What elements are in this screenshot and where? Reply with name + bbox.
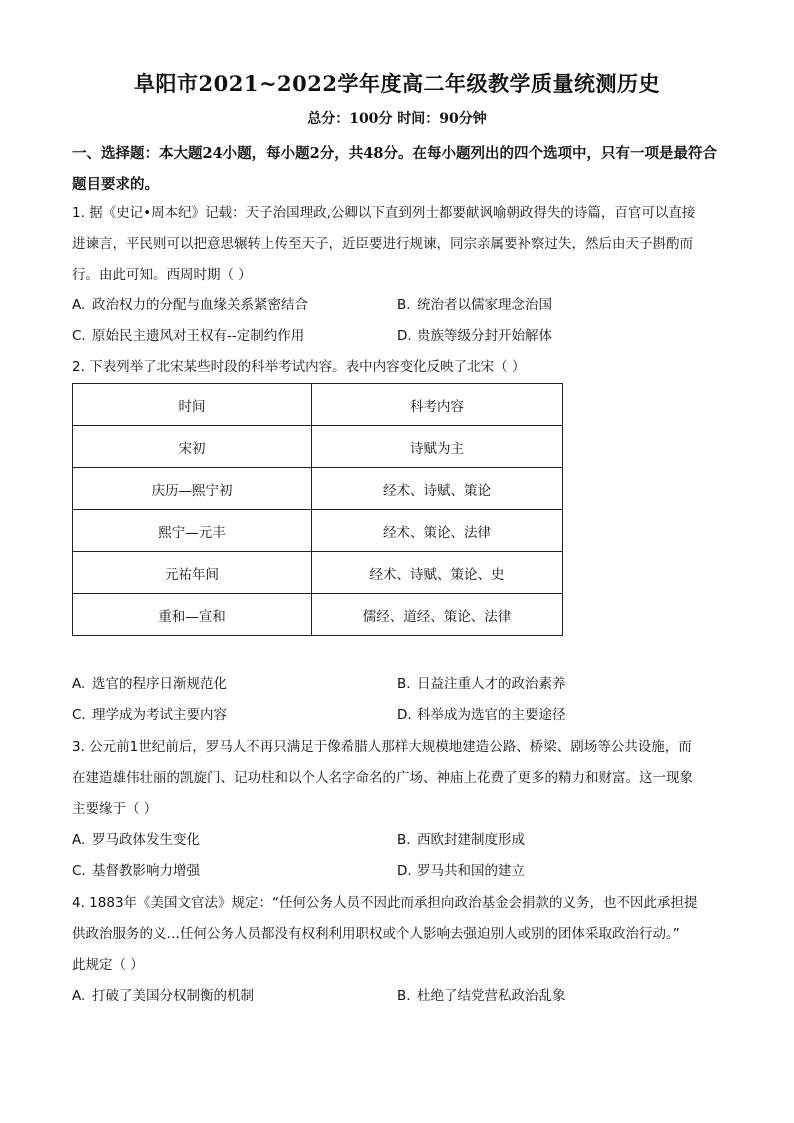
option-letter: C.: [72, 328, 86, 344]
option-letter: B.: [397, 988, 411, 1004]
q1-option-c[interactable]: [72, 326, 304, 346]
table-cell: 元祐年间: [73, 552, 312, 594]
section-heading: 一、选择题：本大题24小题，每小题2分，共48分。在每小题列出的四个选项中，只有一项是最符合题目要求的。: [72, 145, 717, 193]
table-header-cell: 时间: [73, 384, 312, 426]
option-text: 打破了美国分权制衡的机制: [92, 988, 254, 1004]
option-text: 西欧封建制度形成: [417, 832, 525, 848]
option-letter: A.: [72, 676, 86, 692]
q1-stem-line: 1. 据《史记•周本纪》记载：天子治国理政,公卿以下直到列士都要献讽喻朝政得失的诗篇，百官可以直接: [72, 205, 696, 221]
q4-option-a[interactable]: [72, 986, 254, 1006]
table-row: [73, 552, 563, 594]
option-text: 选官的程序日渐规范化: [92, 676, 227, 692]
option-letter: C.: [72, 707, 86, 723]
q4-stem-line: 供政治服务的义…任何公务人员都没有权利利用职权或个人影响去强迫别人或别的团体采取政治行动。”: [72, 926, 680, 942]
q2-option-b[interactable]: [397, 674, 566, 694]
q1-stem-line: 进谏言，平民则可以把意思辗转上传至天子，近臣要进行规谏，同宗亲属要补察过失，然后由天子斟酌而: [72, 236, 693, 252]
table-cell: 儒经、道经、策论、法律: [312, 594, 563, 636]
exam-content-table: [72, 383, 563, 636]
q3-option-c[interactable]: [72, 861, 200, 881]
option-letter: D.: [397, 707, 412, 723]
q1-option-d[interactable]: [397, 326, 552, 346]
option-letter: B.: [397, 297, 411, 313]
option-letter: B.: [397, 676, 411, 692]
q3-stem-line: 主要缘于（ ）: [72, 801, 158, 817]
q3-option-b[interactable]: [397, 830, 525, 850]
option-text: 罗马政体发生变化: [92, 832, 200, 848]
table-row: [73, 510, 563, 552]
option-text: 基督教影响力增强: [92, 863, 200, 879]
q2-option-d[interactable]: [397, 705, 566, 725]
q2-stem: 2. 下表列举了北宋某些时段的科举考试内容。表中内容变化反映了北宋（ ）: [72, 359, 526, 375]
q3-stem-line: 3. 公元前1世纪前后，罗马人不再只满足于像希腊人那样大规模地建造公路、桥梁、剧场等公共设施，而: [72, 739, 692, 755]
q4-option-b[interactable]: [397, 986, 566, 1006]
q3-stem-line: 在建造雄伟壮丽的凯旋门、记功柱和以个人名字命名的广场、神庙上花费了更多的精力和财富。这一现象: [72, 770, 693, 786]
option-letter: A.: [72, 297, 86, 313]
q3-option-a[interactable]: [72, 830, 200, 850]
option-letter: A.: [72, 832, 86, 848]
option-text: 科举成为选官的主要途径: [417, 707, 566, 723]
table-cell: 经术、诗赋、策论、史: [312, 552, 563, 594]
option-text: 杜绝了结党营私政治乱象: [417, 988, 566, 1004]
option-text: 政治权力的分配与血缘关系紧密结合: [92, 297, 308, 313]
option-text: 日益注重人才的政治素养: [417, 676, 566, 692]
exam-subtitle: 总分：100分 时间：90分钟: [307, 111, 487, 127]
q4-stem-line: 4. 1883年《美国文官法》规定：“任何公务人员不因此而承担向政治基金会捐款的义务，也不因此承担提: [72, 895, 698, 911]
option-letter: C.: [72, 863, 86, 879]
option-text: 理学成为考试主要内容: [92, 707, 227, 723]
option-text: 统治者以儒家理念治国: [417, 297, 552, 313]
q4-stem-line: 此规定（ ）: [72, 957, 144, 973]
table-cell: 重和—宣和: [73, 594, 312, 636]
table-cell: 庆历—熙宁初: [73, 468, 312, 510]
q3-option-d[interactable]: [397, 861, 525, 881]
q1-stem-line: 行。由此可知。西周时期（ ）: [72, 267, 252, 283]
table-cell: 熙宁—元丰: [73, 510, 312, 552]
option-letter: B.: [397, 832, 411, 848]
table-header-cell: 科考内容: [312, 384, 563, 426]
q2-option-c[interactable]: [72, 705, 227, 725]
table-cell: 诗赋为主: [312, 426, 563, 468]
q1-option-b[interactable]: [397, 295, 552, 315]
table-row: [73, 594, 563, 636]
q1-option-a[interactable]: [72, 295, 308, 315]
option-text: 贵族等级分封开始解体: [417, 328, 552, 344]
table-row: [73, 468, 563, 510]
option-letter: D.: [397, 328, 412, 344]
option-text: 原始民主遗风对王权有--定制约作用: [92, 328, 305, 344]
table-cell: 宋初: [73, 426, 312, 468]
exam-title: 阜阳市2021~2022学年度高二年级教学质量统测历史: [134, 71, 660, 96]
option-letter: A.: [72, 988, 86, 1004]
table-cell: 经术、诗赋、策论: [312, 468, 563, 510]
table-cell: 经术、策论、法律: [312, 510, 563, 552]
q2-option-a[interactable]: [72, 674, 227, 694]
table-header-row: [73, 384, 563, 426]
option-letter: D.: [397, 863, 412, 879]
table-row: [73, 426, 563, 468]
option-text: 罗马共和国的建立: [417, 863, 525, 879]
